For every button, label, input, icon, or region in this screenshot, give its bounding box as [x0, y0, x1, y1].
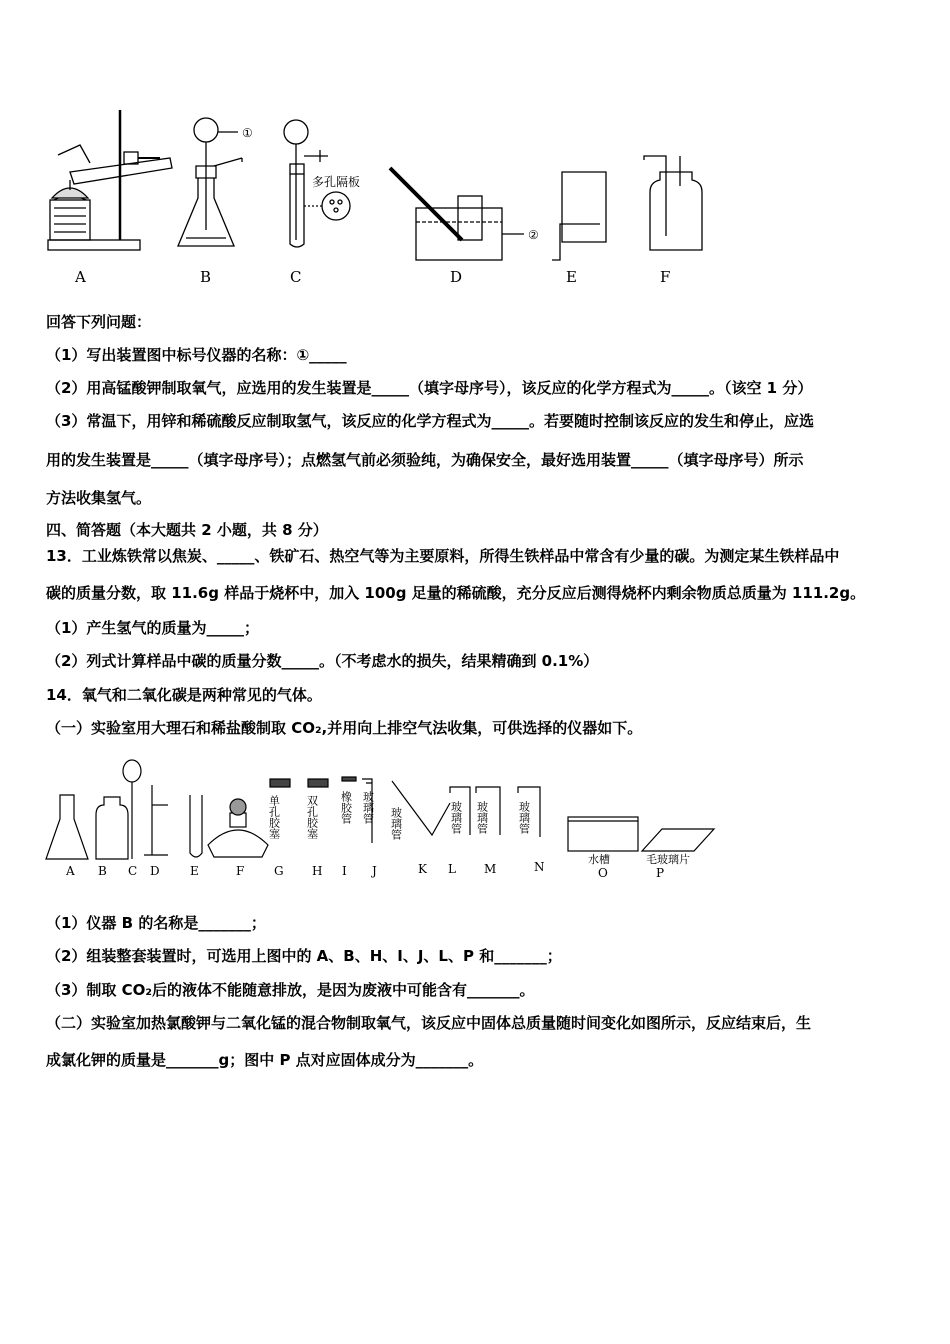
answer-intro: 回答下列问题：: [46, 313, 152, 331]
marker-2: ②: [528, 228, 539, 242]
p-text: 毛玻璃片: [646, 853, 690, 866]
fig2-label-d: D: [150, 864, 160, 878]
fig2-label-i: I: [342, 864, 347, 878]
m-text: 玻璃管: [475, 801, 489, 834]
fig2-label-e: E: [190, 864, 199, 878]
question-14-part1: （一）实验室用大理石和稀盐酸制取 CO₂,并用向上排空气法收集，可供选择的仪器如下。: [46, 719, 643, 737]
fig1-label-c: C: [290, 268, 302, 286]
question-14-2: （2）组装整套装置时，可选用上图中的 A、B、H、I、J、L、P 和_______；: [46, 947, 562, 965]
question-14-1: （1）仪器 B 的名称是_______；: [46, 914, 266, 932]
fig2-label-h: H: [312, 864, 323, 878]
instrument-b: [96, 797, 128, 859]
fig1-label-d: D: [450, 268, 463, 286]
l-text: 玻璃管: [449, 801, 463, 834]
section-4-heading: 四、简答题（本大题共 2 小题，共 8 分）: [46, 521, 328, 539]
apparatus-b: [178, 118, 242, 246]
fig2-label-p: P: [656, 866, 665, 880]
question-14-part2-line2: 成氯化钾的质量是_______g；图中 P 点对应固体成分为_______。: [46, 1051, 484, 1069]
question-14-3: （3）制取 CO₂后的液体不能随意排放，是因为废液中可能含有_______。: [46, 981, 535, 999]
g-text: 单孔胶塞: [267, 795, 281, 839]
question-13-line2: 碳的质量分数，取 11.6g 样品于烧杯中，加入 100g 足量的稀硫酸，充分反应后测得烧杯内剩余物质总质量为 111.2g。: [46, 584, 866, 602]
question-prev-3-line1: （3）常温下，用锌和稀硫酸反应制取氢气，该反应的化学方程式为_____。若要随时控制该反应的发生和停止，应选: [46, 412, 814, 430]
question-prev-3-line3: 方法收集氢气。: [46, 489, 152, 507]
fig2-label-a: A: [66, 864, 75, 878]
apparatus-a: [48, 110, 172, 250]
fig2-label-k: K: [418, 862, 427, 876]
o-text: 水槽: [588, 853, 610, 866]
n-text: 玻璃管: [517, 801, 531, 834]
question-14-part2-line1: （二）实验室加热氯酸钾与二氧化锰的混合物制取氧气，该反应中固体总质量随时间变化如图所示，反应结束后，生: [46, 1014, 812, 1032]
instrument-o: [568, 817, 638, 851]
fig1-label-e: E: [566, 268, 577, 286]
instrument-i: [342, 777, 356, 781]
j-text: 玻璃管: [361, 791, 375, 824]
question-prev-1: （1）写出装置图中标号仪器的名称：①_____: [46, 346, 347, 364]
question-13-line1: 13．工业炼铁常以焦炭、_____、铁矿石、热空气等为主要原料，所得生铁样品中常含有少量的碳。为测定某生铁样品中: [46, 547, 840, 565]
fig2-label-m: M: [484, 862, 497, 876]
apparatus-e: [552, 172, 606, 260]
question-prev-2: （2）用高锰酸钾制取氧气，应选用的发生装置是_____（填字母序号），该反应的化学方程式为_____。（该空 1 分）: [46, 379, 813, 397]
apparatus-figure-1: [40, 110, 760, 290]
instrument-f: [208, 799, 268, 857]
fig2-label-g: G: [274, 864, 284, 878]
fig1-label-f: F: [660, 268, 671, 286]
fig2-label-j: J: [372, 864, 377, 878]
instrument-h: [308, 779, 328, 787]
fig2-label-l: L: [448, 862, 456, 876]
marker-1: ①: [242, 126, 253, 140]
question-13-2: （2）列式计算样品中碳的质量分数_____。（不考虑水的损失，结果精确到 0.1%）: [46, 652, 599, 670]
apparatus-f: [644, 156, 702, 250]
fig2-label-b: B: [98, 864, 107, 878]
fig2-label-n: N: [534, 860, 545, 874]
instrument-d: [144, 785, 168, 855]
apparatus-figure-2: [40, 755, 720, 880]
instrument-c: [123, 760, 141, 859]
instrument-p: [642, 829, 714, 851]
h-text: 双孔胶塞: [305, 795, 319, 839]
apparatus-d: [390, 168, 524, 260]
fig1-label-a: A: [75, 268, 86, 286]
question-14: 14．氧气和二氧化碳是两种常见的气体。: [46, 686, 322, 704]
k-text: 玻璃管: [389, 807, 403, 840]
question-13-1: （1）产生氢气的质量为_____；: [46, 619, 259, 637]
question-prev-3-line2: 用的发生装置是_____（填字母序号）；点燃氢气前必须验纯，为确保安全，最好选用装置_____（填字母序号）所示: [46, 451, 804, 469]
partition-label: 多孔隔板: [312, 175, 361, 189]
fig1-label-b: B: [200, 268, 212, 286]
i-text: 橡胶管: [339, 791, 353, 824]
fig2-label-o: O: [598, 866, 608, 880]
fig2-label-f: F: [236, 864, 245, 878]
instrument-e: [190, 795, 202, 857]
fig2-label-c: C: [128, 864, 138, 878]
instrument-a: [46, 795, 88, 859]
instrument-g: [270, 779, 290, 787]
